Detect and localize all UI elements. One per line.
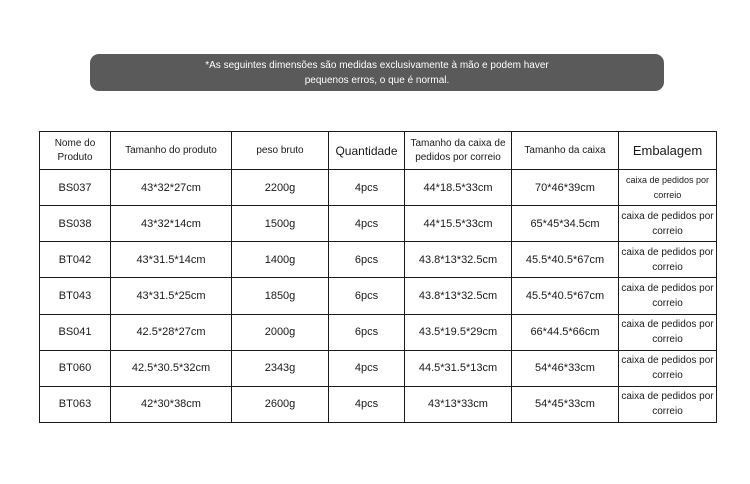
header-product-name: Nome do Produto: [40, 132, 111, 170]
cell-product-name: BS041: [40, 314, 111, 350]
cell-mailer-box-size: 44*15.5*33cm: [405, 206, 512, 242]
cell-quantity: 4pcs: [329, 206, 405, 242]
cell-mailer-box-size: 43*13*33cm: [405, 386, 512, 422]
cell-gross-weight: 2000g: [232, 314, 329, 350]
header-gross-weight: peso bruto: [232, 132, 329, 170]
cell-packaging: caixa de pedidos por correio: [619, 386, 717, 422]
cell-carton-size: 45.5*40.5*67cm: [512, 278, 619, 314]
cell-packaging: caixa de pedidos por correio: [619, 242, 717, 278]
cell-packaging: caixa de pedidos por correio: [619, 350, 717, 386]
header-packaging: Embalagem: [619, 132, 717, 170]
cell-product-name: BS037: [40, 170, 111, 206]
cell-quantity: 6pcs: [329, 278, 405, 314]
table-row: [40, 242, 717, 278]
cell-product-size: 43*32*27cm: [111, 170, 232, 206]
cell-carton-size: 54*45*33cm: [512, 386, 619, 422]
cell-quantity: 6pcs: [329, 314, 405, 350]
cell-quantity: 4pcs: [329, 386, 405, 422]
table-row: [40, 350, 717, 386]
cell-packaging: caixa de pedidos por correio: [619, 314, 717, 350]
cell-gross-weight: 1500g: [232, 206, 329, 242]
table-row: [40, 170, 717, 206]
cell-gross-weight: 2600g: [232, 386, 329, 422]
cell-mailer-box-size: 44.5*31.5*13cm: [405, 350, 512, 386]
table-row: [40, 206, 717, 242]
cell-mailer-box-size: 43.5*19.5*29cm: [405, 314, 512, 350]
table-header-row: [40, 132, 717, 170]
cell-gross-weight: 1850g: [232, 278, 329, 314]
cell-product-name: BT043: [40, 278, 111, 314]
cell-packaging: caixa de pedidos por correio: [619, 206, 717, 242]
cell-product-size: 43*31.5*25cm: [111, 278, 232, 314]
cell-packaging: caixa de pedidos por correio: [619, 278, 717, 314]
cell-gross-weight: 1400g: [232, 242, 329, 278]
cell-product-name: BT060: [40, 350, 111, 386]
cell-product-size: 43*32*14cm: [111, 206, 232, 242]
header-carton-size: Tamanho da caixa: [512, 132, 619, 170]
cell-quantity: 6pcs: [329, 242, 405, 278]
header-quantity: Quantidade: [329, 132, 405, 170]
cell-carton-size: 66*44.5*66cm: [512, 314, 619, 350]
table-row: [40, 278, 717, 314]
cell-product-size: 42.5*28*27cm: [111, 314, 232, 350]
cell-product-size: 42*30*38cm: [111, 386, 232, 422]
cell-packaging: caixa de pedidos por correio: [619, 170, 717, 206]
measurement-notice-text: *As seguintes dimensões são medidas exclusivamente à mão e podem haver pequenos erros, o que é normal.: [205, 60, 549, 86]
cell-mailer-box-size: 43.8*13*32.5cm: [405, 242, 512, 278]
cell-product-name: BT063: [40, 386, 111, 422]
cell-product-name: BS038: [40, 206, 111, 242]
cell-carton-size: 65*45*34.5cm: [512, 206, 619, 242]
table-row: [40, 314, 717, 350]
measurement-notice: [90, 54, 664, 91]
cell-carton-size: 70*46*39cm: [512, 170, 619, 206]
cell-product-size: 43*31.5*14cm: [111, 242, 232, 278]
cell-gross-weight: 2343g: [232, 350, 329, 386]
header-mailer-box-size: Tamanho da caixa de pedidos por correio: [405, 132, 512, 170]
cell-quantity: 4pcs: [329, 170, 405, 206]
cell-product-name: BT042: [40, 242, 111, 278]
cell-mailer-box-size: 43.8*13*32.5cm: [405, 278, 512, 314]
cell-product-size: 42.5*30.5*32cm: [111, 350, 232, 386]
product-spec-table: [39, 131, 717, 423]
cell-carton-size: 45.5*40.5*67cm: [512, 242, 619, 278]
header-product-size: Tamanho do produto: [111, 132, 232, 170]
cell-carton-size: 54*46*33cm: [512, 350, 619, 386]
cell-gross-weight: 2200g: [232, 170, 329, 206]
cell-mailer-box-size: 44*18.5*33cm: [405, 170, 512, 206]
cell-quantity: 4pcs: [329, 350, 405, 386]
table-row: [40, 386, 717, 422]
